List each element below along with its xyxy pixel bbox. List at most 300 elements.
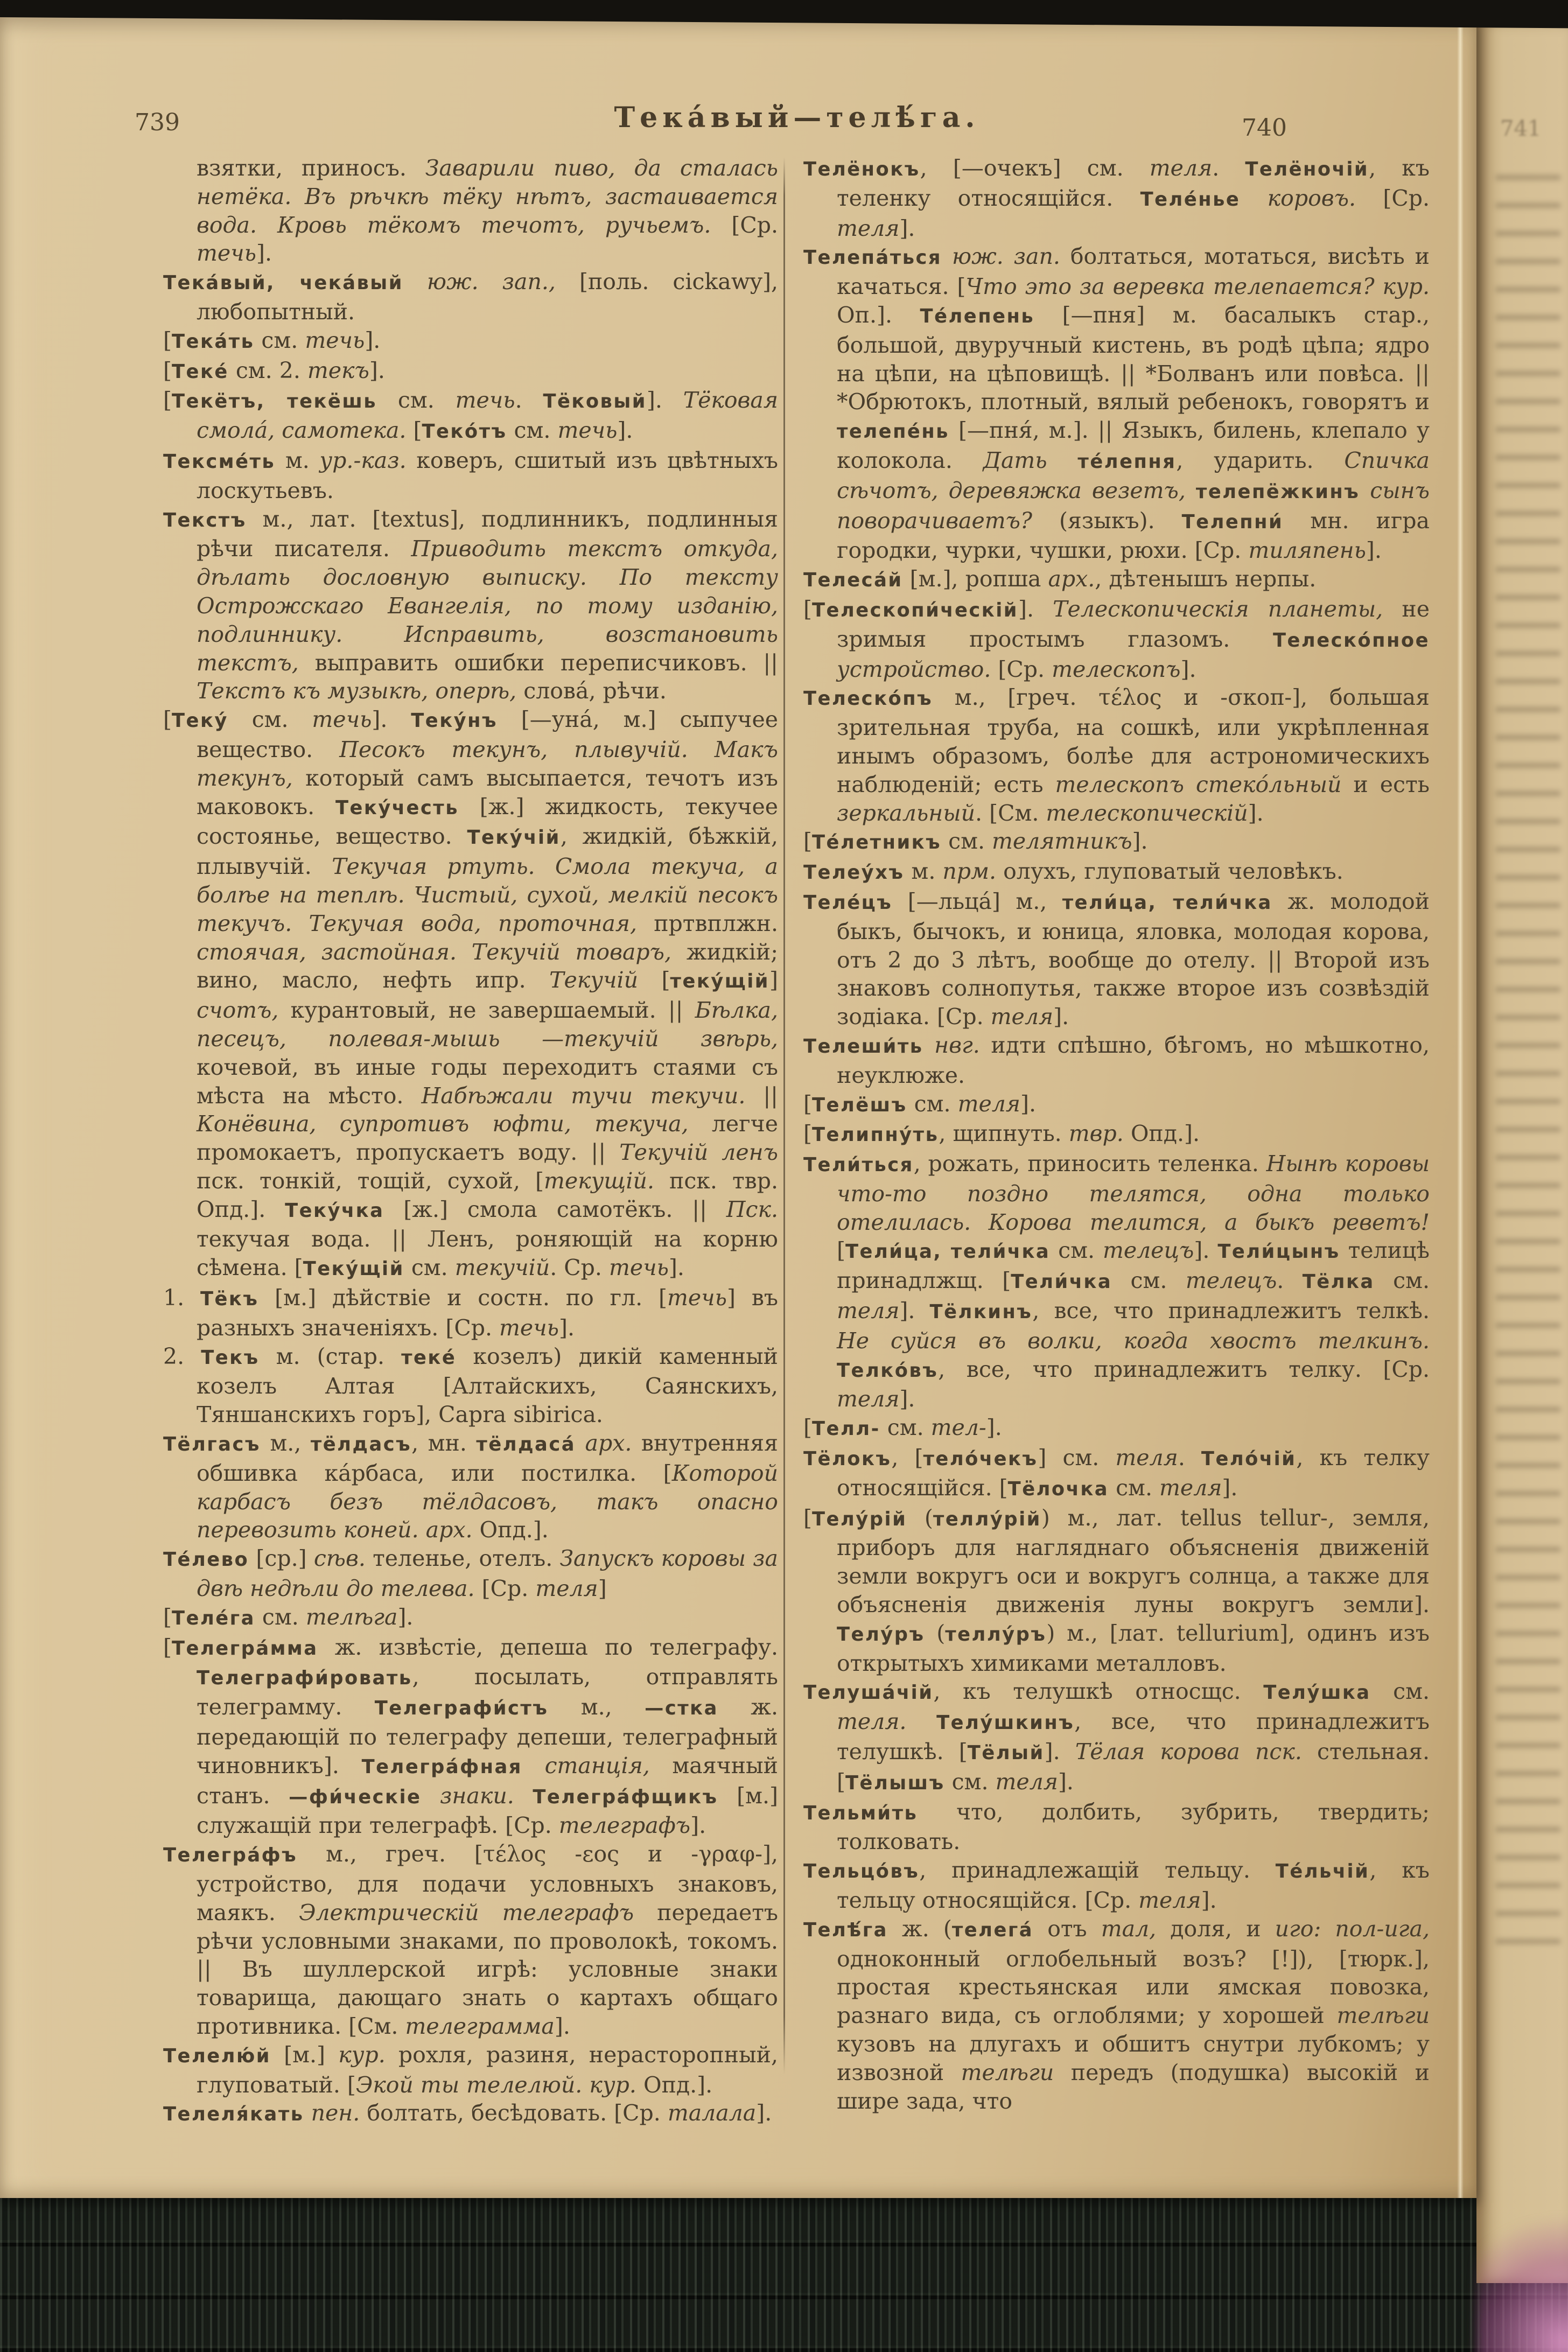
text-run: устройство.	[837, 656, 991, 682]
text-run: течь	[455, 387, 515, 414]
text-run: теля	[1159, 1474, 1222, 1501]
dictionary-entry	[163, 268, 778, 326]
text-run: см.	[507, 417, 558, 444]
text-run: , ударить.	[1176, 447, 1345, 473]
text-run: , дѣтенышъ нерпы.	[1095, 566, 1317, 592]
text-run: течь	[667, 1285, 727, 1311]
text-run: коровъ.	[1267, 185, 1356, 211]
text-run: Телу́шка	[1263, 1682, 1371, 1704]
text-run: см.	[941, 828, 992, 855]
text-run: тели́ца, тели́чка	[1062, 891, 1272, 914]
text-run: Тёлкинъ	[929, 1301, 1033, 1324]
text-run: ].	[1132, 828, 1148, 855]
text-run: течь	[608, 1255, 669, 1281]
text-run: Телёнокъ	[803, 158, 920, 180]
text-run: Тёлышъ	[845, 1772, 945, 1794]
text-run: , посылать, отправлять телеграмму.	[197, 1664, 778, 1720]
text-run: одноконный оглобельный возъ? [!]), [тюрк.], простая крестьянская или ямская повозка, разнаго вида, съ оглоблями; у хорошей	[837, 1945, 1430, 2029]
text-run: курантовый, не завершаемый. ||	[278, 997, 695, 1024]
text-run: телеграфъ	[558, 1812, 691, 1839]
dictionary-entry	[803, 683, 1430, 827]
text-run: теллу́ръ	[945, 1623, 1047, 1646]
dictionary-entry	[163, 356, 778, 387]
dictionary-entry	[803, 1504, 1430, 1678]
text-run: [м.]	[270, 2041, 339, 2068]
text-run: ж. передающій по телеграфу депеши, телеграфный чиновникъ].	[197, 1694, 778, 1779]
dictionary-entry	[163, 1284, 778, 1342]
text-run: [	[163, 327, 172, 353]
text-run: [поль. cickawy], любопытный.	[197, 269, 778, 325]
text-run: [	[638, 967, 670, 993]
text-run: прм.	[942, 858, 997, 885]
text-run: телеграмма	[405, 2013, 555, 2039]
text-run: м.	[275, 447, 320, 473]
text-run: , щипнуть.	[939, 1121, 1069, 1147]
text-run: м., лат. [textus], подлинникъ, подлинныя рѣчи писателя.	[197, 506, 778, 562]
text-run: Приводить текстъ откуда, дѣлать дословную выписку. По тексту Острожскаго Евангелія, по тому изданію, подлиннику. Исправить, возстановить текстъ,	[197, 536, 778, 676]
text-run: см.	[880, 1415, 931, 1441]
text-run: ].	[1366, 537, 1382, 564]
text-run: Телко́въ	[837, 1359, 939, 1382]
text-run: [ж.] смола самотёкъ. ||	[384, 1196, 726, 1222]
text-run: Теку́честь	[335, 796, 459, 819]
text-run: тал,	[1101, 1915, 1157, 1942]
text-run: пртвплжн.	[636, 910, 778, 936]
text-run: Тели́цынъ	[1217, 1241, 1340, 1263]
text-run: нвг.	[934, 1032, 980, 1058]
text-run: см.	[907, 1090, 958, 1117]
text-run: ].	[256, 240, 272, 267]
text-run: [м.] служащій при телеграфѣ. [Ср.	[197, 1782, 778, 1839]
text-run: течь	[557, 417, 618, 444]
text-run: текучій	[454, 1255, 550, 1281]
text-run: , къ теленку относящійся.	[837, 155, 1430, 211]
text-run: ].	[365, 327, 381, 353]
text-run: Теле́га	[172, 1607, 255, 1629]
text-run: [	[803, 1121, 812, 1147]
text-run: телѣги	[961, 2059, 1054, 2085]
background-mat	[0, 2196, 1568, 2352]
text-run: Телѣ́га	[803, 1919, 888, 1941]
text-run: стоячая, застойная. Текучій товаръ,	[197, 939, 672, 965]
text-run: передаетъ рѣчи условными знаками, по проволокѣ, токомъ. || Въ шуллерской игрѣ: условные знаки товарища, дающаго знать о картахъ общаго противника. [См.	[197, 1899, 778, 2039]
text-run: ].	[899, 1386, 915, 1412]
text-run: [	[803, 828, 812, 855]
text-run: [	[803, 596, 812, 622]
text-run: который самъ высыпается, течотъ изъ маковокъ.	[197, 765, 778, 820]
text-run: Песокъ текунъ, плывучій. Макъ текунъ,	[197, 736, 778, 791]
text-run: Спичка сѣчотъ, деревяжка везетъ,	[837, 447, 1430, 503]
text-run: ].	[554, 2013, 570, 2039]
text-run: телескопъ стеко́льный	[1055, 771, 1342, 797]
text-run: Что это за веревка телепается?	[965, 274, 1375, 300]
dictionary-entry	[803, 1150, 1430, 1413]
text-run: [	[803, 1504, 812, 1531]
text-run	[923, 1032, 935, 1058]
text-run: Заварили пиво, да сталась нетёка. Въ рѣчкѣ тёку нѣтъ, застаивается вода. Кровь тёкомъ течотъ, ручьемъ.	[197, 155, 778, 238]
text-run: Текучій	[549, 967, 639, 993]
text-run: Текучій ленъ	[619, 1139, 778, 1166]
dictionary-entry	[163, 446, 778, 505]
text-run: теля	[535, 1576, 598, 1602]
text-run: м.	[904, 858, 943, 885]
text-run	[1186, 478, 1196, 503]
text-run: Те́летникъ	[812, 831, 942, 854]
text-run: ж. извѣстіе, депеша по телеграфу.	[318, 1634, 778, 1660]
text-run: ].	[617, 417, 633, 444]
text-run: ].	[646, 387, 683, 414]
text-run	[421, 1783, 440, 1809]
dictionary-entry	[803, 1915, 1430, 2116]
text-run: теленье, отелъ.	[365, 1545, 560, 1572]
right-column	[803, 154, 1430, 2115]
text-run: Дать	[983, 447, 1047, 473]
text-run: ]	[598, 1576, 607, 1602]
text-run: телепе́нь	[837, 421, 949, 443]
text-run: Тёлочка	[1007, 1478, 1109, 1500]
text-run: ].	[1020, 1090, 1036, 1117]
dictionary-entry	[803, 242, 1430, 565]
text-run: м., греч. [τέλος -εος и -γραφ-], устройство, для подачи условныхъ знаковъ, маякъ.	[197, 1841, 778, 1926]
dictionary-entry	[803, 1031, 1430, 1090]
text-run: —стка	[645, 1697, 718, 1720]
page-header	[0, 97, 1476, 156]
text-run: текущій.	[543, 1167, 654, 1194]
text-run: кур.	[338, 2041, 386, 2068]
text-run: Конёвина, супротивъ юфти, текуча,	[197, 1111, 689, 1137]
text-run: [	[803, 1415, 812, 1441]
text-run: ].	[1222, 1474, 1238, 1501]
text-run: идти спѣшно, бѣгомъ, но мѣшкотно, неуклюже.	[837, 1032, 1430, 1088]
text-run: см.	[1112, 1268, 1186, 1294]
text-run: .	[515, 387, 543, 414]
text-run: тёлдасъ	[310, 1433, 412, 1456]
text-run: см.	[1370, 1678, 1430, 1705]
text-run: [—пня] м. басалыкъ стар., большой, двуручный кистень, въ родѣ цѣпа; ядро на цѣпи, на цѣповищѣ. || *Болванъ или повѣса. || *Обрютокъ, плотный, вялый ребенокъ, говорятъ и	[837, 302, 1430, 415]
text-run	[1375, 274, 1383, 299]
dictionary-entry	[803, 1856, 1430, 1915]
text-run: ) м., [лат. tellurium], одинъ изъ открытыхъ химиками металловъ.	[837, 1620, 1430, 1676]
text-run: Телёшъ	[812, 1094, 907, 1116]
text-run: см.	[944, 1768, 996, 1795]
text-run	[1240, 1739, 1255, 1765]
text-run: Не суйся въ волки, когда хвостъ телкинъ.	[837, 1327, 1430, 1354]
text-run: .	[1277, 1268, 1303, 1294]
text-run: кузовъ на длугахъ и обшитъ снутри лубкомъ; у извозной	[837, 2031, 1430, 2085]
text-run: Телескопи́ческій	[812, 599, 1018, 621]
text-run: Тели́чка	[1011, 1271, 1112, 1293]
text-run: Телл-	[812, 1418, 880, 1440]
text-run: ].	[1248, 800, 1264, 826]
text-run: твр.	[1068, 1121, 1124, 1147]
text-run: болтать, бесѣдовать. [Ср.	[360, 2100, 668, 2126]
text-run: телѣги	[1336, 2003, 1430, 2029]
dictionary-entry	[803, 595, 1430, 683]
text-run: Телеско́пное	[1272, 629, 1430, 652]
text-run: [м.] дѣйствіе и состн. по гл. [	[258, 1285, 668, 1311]
text-run: Телелю́й	[163, 2045, 271, 2067]
text-run: , мн.	[411, 1430, 477, 1457]
dictionary-entry	[803, 1119, 1430, 1150]
dictionary-entry	[163, 2041, 778, 2099]
text-run	[514, 1783, 533, 1809]
text-run: Тельцо́въ	[803, 1860, 920, 1883]
text-run: Тели́ца, тели́чка	[845, 1241, 1051, 1263]
text-run: [Ср.	[1356, 185, 1430, 211]
text-run: ].	[1018, 596, 1053, 622]
text-run: Телеу́хъ	[803, 862, 905, 884]
text-run: Телегра́фная	[361, 1755, 522, 1778]
text-run: телятникъ	[992, 828, 1132, 855]
text-run: Телипну́ть	[812, 1124, 939, 1146]
text-run: ].	[1044, 1739, 1075, 1765]
text-run: ].	[690, 1812, 706, 1839]
text-run: Теле́цъ	[803, 891, 893, 914]
text-run: Теку́чка	[285, 1199, 384, 1222]
page-number-right: 740	[1242, 114, 1287, 142]
text-run: Бѣлка, песецъ, полевая-мышь —текучій звѣрь,	[197, 997, 778, 1052]
text-run: пск. твр. Опд.].	[197, 1167, 778, 1222]
text-run: , принадлежащій тельцу.	[919, 1857, 1276, 1884]
text-run: [	[163, 706, 172, 733]
dictionary-entry	[803, 154, 1430, 242]
text-run: Телеграфи́ровать	[197, 1667, 412, 1690]
text-run: Тёлая корова	[1075, 1739, 1240, 1765]
text-run: взятки, приносъ.	[197, 155, 425, 181]
text-run: Нынѣ коровы что-то поздно телятся, одна только отелилась. Корова телится, а быкъ реветъ!	[837, 1151, 1430, 1235]
text-run: Текстъ къ музыкѣ, оперѣ,	[197, 678, 517, 704]
text-run	[942, 243, 952, 269]
text-run: Телескопическія планеты,	[1053, 596, 1383, 622]
text-run: м.,	[260, 1430, 311, 1457]
text-run: теля	[837, 215, 900, 241]
text-run: —фи́ческіе	[289, 1786, 422, 1808]
text-run: , къ телушкѣ относщс.	[933, 1678, 1264, 1705]
text-run: Текётъ, текёшь	[172, 390, 377, 413]
text-run: ) м., лат. tellus tellur-, земля, приборъ для нагляднаго объясненія движеній земли вокругъ оси и вокругъ солнца, а также для объясненія движенія луны вокругъ земли].	[837, 1504, 1430, 1618]
text-run: Телепа́ться	[803, 247, 942, 269]
text-run: (языкъ).	[1032, 507, 1182, 534]
text-run: Которой карбасъ безъ тёлдасовъ, такъ опасно перевозить коней.	[197, 1460, 778, 1543]
text-run: Тёлка	[1302, 1271, 1375, 1293]
text-run: отъ	[1033, 1915, 1101, 1942]
text-run: Тёлгасъ	[163, 1433, 261, 1456]
text-run: Текстъ	[163, 509, 247, 531]
text-run: Электрическій телеграфъ	[299, 1899, 634, 1926]
dictionary-entry	[163, 1633, 778, 1840]
text-run: Те́льчій	[1275, 1860, 1370, 1883]
text-run: Тельми́ть	[803, 1802, 918, 1824]
text-run: слова́, рѣчи.	[516, 678, 667, 704]
dictionary-entry	[803, 1444, 1430, 1504]
text-run: теку́щій	[670, 970, 770, 993]
text-run: ].	[1053, 1004, 1069, 1030]
text-run: Теку́чій	[467, 827, 561, 849]
text-run: Теке́	[172, 360, 229, 383]
text-run: (	[907, 1504, 933, 1531]
text-run: Пск.	[726, 1196, 778, 1222]
dictionary-entry	[163, 1603, 778, 1633]
text-run: пск.	[1255, 1739, 1302, 1765]
text-run: Опд.].	[636, 2071, 713, 2098]
text-run: , все, что принадлежитъ телкѣ.	[1032, 1298, 1430, 1324]
text-run: ].	[756, 2100, 772, 2126]
text-run: теля	[995, 1768, 1058, 1795]
text-run: не зримыя простымъ глазомъ.	[837, 596, 1430, 652]
text-run: Телеля́кать	[163, 2103, 304, 2126]
text-run: передъ (подушка) высокій и шире зада, что	[837, 2059, 1430, 2114]
text-run: теля	[1149, 155, 1213, 181]
text-run: Тёлокъ	[803, 1448, 892, 1471]
page-edge-highlight	[1457, 16, 1464, 2198]
text-run: ].	[986, 1415, 1002, 1441]
dictionary-entry	[163, 1429, 778, 1544]
text-run: ].	[372, 706, 411, 733]
text-run	[582, 2072, 589, 2098]
text-run: м., [греч. τέλος и -σκοπ-], большая зрительная труба, на сошкѣ, или укрѣпленная инымъ образомъ, болѣе для астрономическихъ наблюденій; есть	[837, 684, 1430, 797]
text-run: сынъ поворачиваетъ?	[837, 477, 1430, 534]
text-run: см.	[1374, 1268, 1430, 1294]
text-run: рохля, разиня, нерасторопный, глуповатый. [	[197, 2041, 778, 2098]
text-run: [ср.]	[249, 1545, 314, 1572]
text-run: кур.	[589, 2071, 636, 2098]
text-run: , рожать, приносить теленка.	[913, 1151, 1266, 1177]
text-run: козелъ) дикій каменный козелъ Алтая [Алтайскихъ, Саянскихъ, Тяншанскихъ горъ], Capra sibirica.	[197, 1343, 778, 1428]
running-head: Тека́вый—телѣ́га.	[614, 101, 980, 134]
text-run: Телегра́мма	[172, 1637, 318, 1660]
text-run: доля, и	[1156, 1915, 1275, 1942]
text-run: юж. зап.,	[426, 269, 556, 295]
text-run: пск. тонкій, тощій, сухой, [	[197, 1167, 544, 1194]
text-run: Те́лепень	[920, 305, 1035, 327]
text-run: [	[163, 1604, 172, 1630]
text-run: м.,	[548, 1694, 645, 1720]
text-run: см.	[1050, 1237, 1103, 1264]
text-run: тёлдаса́	[476, 1433, 576, 1456]
text-run: ур.-каз.	[319, 447, 407, 473]
text-run	[1240, 185, 1267, 211]
text-run: 2.	[163, 1343, 201, 1369]
text-run: телепёжкинъ	[1195, 480, 1360, 503]
text-run: Телеса́й	[803, 569, 903, 592]
text-run: счотъ,	[197, 997, 279, 1024]
text-run: Тёковая смола́, самотека.	[197, 387, 779, 444]
text-run: [	[163, 357, 172, 383]
text-run: станція,	[544, 1752, 650, 1779]
text-run: Тёковый	[543, 390, 647, 413]
text-run: Тексме́ть	[163, 450, 276, 473]
dictionary-entry	[163, 326, 778, 356]
text-run: Теко́тъ	[422, 421, 507, 443]
text-run: Тека́вый, чека́вый	[163, 272, 403, 295]
text-run: . [См.	[975, 800, 1046, 826]
text-run: , къ тельцу относящійся. [Ср.	[837, 1857, 1430, 1914]
text-run: м. (стар.	[259, 1343, 402, 1369]
dictionary-entry	[163, 1840, 778, 2041]
text-run: .	[1212, 155, 1245, 181]
text-run: течь	[499, 1314, 559, 1341]
text-run: Тёлый	[967, 1742, 1045, 1765]
text-run: ].	[397, 1604, 414, 1630]
text-run: Телу́ръ	[837, 1623, 925, 1646]
dictionary-entry	[163, 505, 778, 706]
text-run: [Ср.	[711, 212, 778, 238]
text-run: [Ср.	[474, 1576, 536, 1602]
dictionary-entry	[803, 887, 1430, 1031]
text-run: зеркальный	[837, 800, 976, 826]
dictionary-entry	[163, 2099, 778, 2129]
text-run: Запускъ коровы за двѣ недѣли до телева.	[197, 1545, 778, 1602]
text-run: тело́чекъ	[923, 1448, 1038, 1471]
text-run: сѣв.	[313, 1545, 366, 1572]
text-run: ] въ разныхъ значеніяхъ. [Ср.	[197, 1285, 778, 1341]
text-run: теля	[1115, 1445, 1178, 1471]
text-run: Тека́ть	[172, 330, 255, 353]
text-run: болтаться, мотаться, висѣть и качаться. [	[837, 243, 1430, 300]
text-run: ].	[899, 1298, 930, 1324]
text-run: течь	[305, 327, 365, 353]
column-divider	[783, 157, 785, 2074]
text-run: юж. зап.	[952, 243, 1060, 270]
text-run: ].	[1058, 1768, 1074, 1795]
text-run: текъ	[307, 357, 369, 383]
text-run: Теку́нъ	[411, 710, 498, 732]
text-run: выправить ошибки переписчиковъ. ||	[298, 649, 778, 676]
text-run	[522, 1753, 545, 1779]
text-run: теля	[837, 1386, 900, 1412]
text-run: ]	[769, 967, 779, 993]
dictionary-entry	[803, 565, 1430, 595]
text-run: ].	[668, 1255, 684, 1281]
text-run: теллу́рій	[933, 1508, 1041, 1530]
text-run: [—уна́, м.] сыпучее вещество.	[197, 706, 779, 762]
dictionary-entry	[803, 1413, 1430, 1444]
text-run: жидкій; вино, масло, нефть ипр.	[197, 939, 779, 993]
text-run: ].	[1194, 1237, 1218, 1264]
text-run: см.	[377, 387, 456, 414]
text-run: иго: пол-ига,	[1275, 1915, 1430, 1942]
text-run: внутренняя обшивка ка́рбаса, или постилка. [	[197, 1430, 778, 1486]
text-run: телецъ	[1102, 1237, 1194, 1264]
text-run	[419, 1517, 426, 1543]
text-run: Телепни́	[1181, 510, 1284, 533]
text-run: Тело́чій	[1201, 1448, 1297, 1471]
text-run: теля	[1138, 1887, 1201, 1914]
text-run: см.	[228, 706, 312, 733]
dictionary-entry	[163, 386, 778, 446]
text-run: телицѣ принадлжщ. [	[837, 1237, 1430, 1294]
text-run: Опд.].	[1123, 1121, 1200, 1147]
text-run: [Ср.	[991, 656, 1052, 682]
text-run: [—пня́, м.]. || Языкъ, билень, клепало у колокола.	[837, 417, 1430, 473]
adjacent-page	[1476, 22, 1568, 2283]
text-run: Телегра́фщикъ	[533, 1786, 718, 1808]
text-run: , [	[891, 1445, 923, 1471]
text-run: Телёночій	[1245, 158, 1369, 180]
text-run: телѣга	[305, 1604, 398, 1630]
text-run: см.	[404, 1255, 455, 1281]
text-run: Оп.].	[837, 302, 920, 328]
text-run: [	[837, 1237, 845, 1264]
text-run: ].	[558, 1314, 575, 1341]
left-column	[163, 154, 778, 2129]
text-run: ].	[1180, 656, 1196, 682]
text-run: кур.	[1382, 274, 1430, 300]
text-run: ] см.	[1038, 1445, 1116, 1471]
text-run: Опд.].	[472, 1517, 549, 1543]
text-run: телескопическій	[1046, 800, 1248, 826]
text-run: Тёкъ	[200, 1288, 259, 1311]
